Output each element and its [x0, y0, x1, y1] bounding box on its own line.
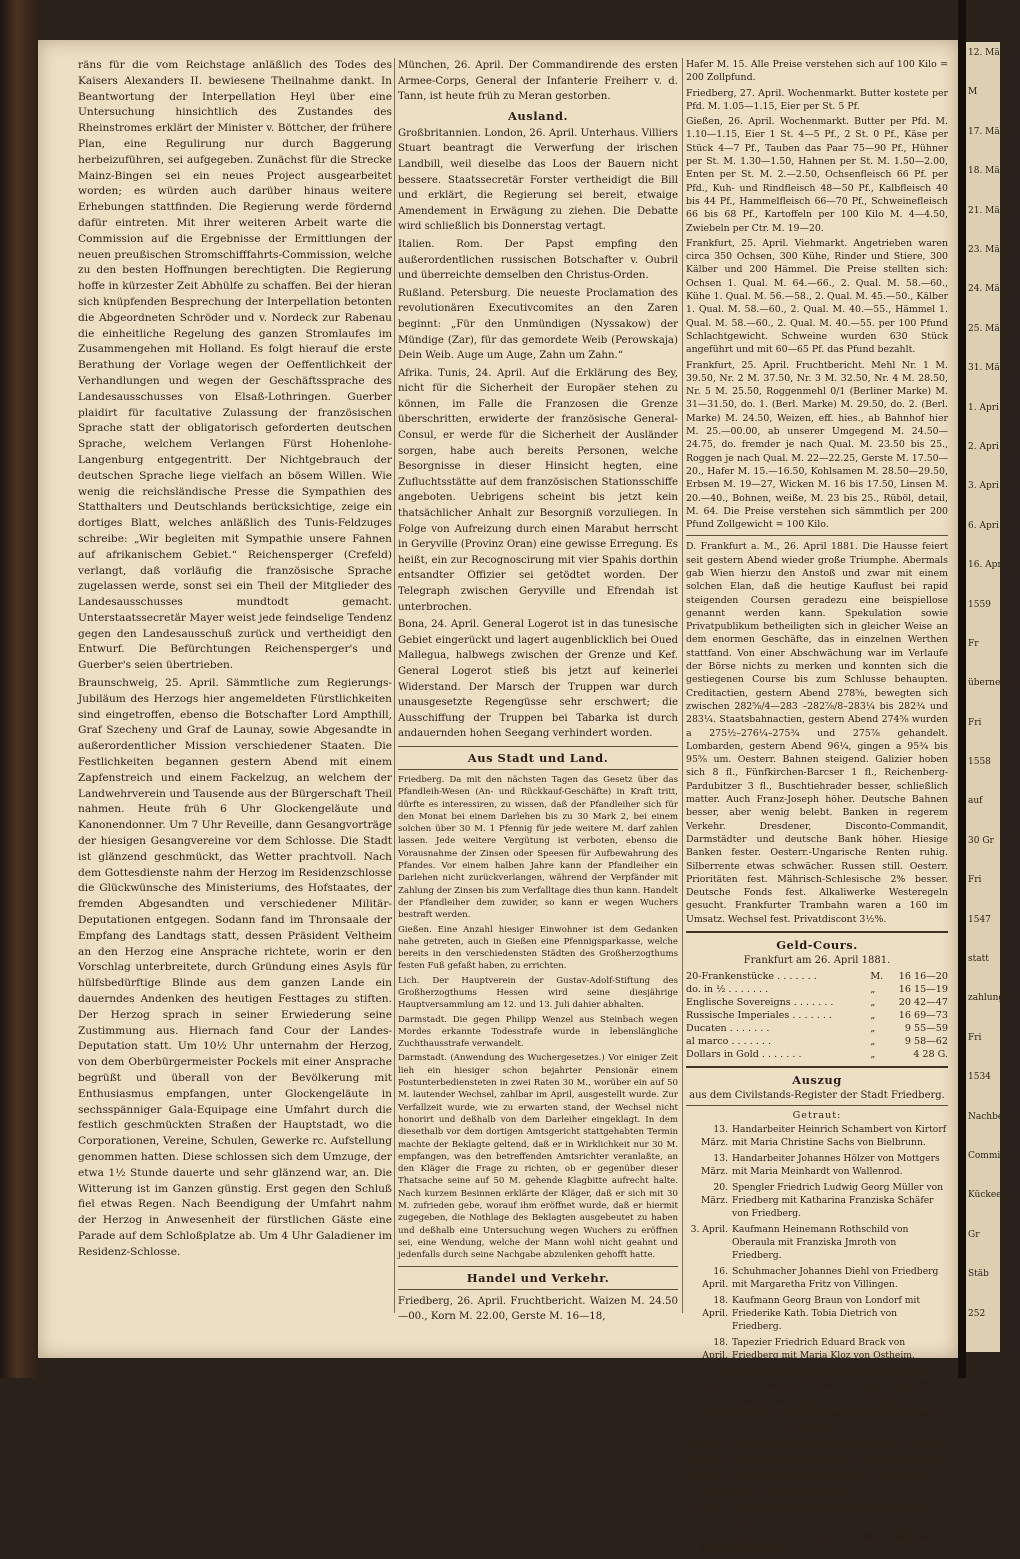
register-date: 12. März. [700, 1531, 728, 1555]
heading-handel: Handel und Verkehr. [466, 1270, 610, 1285]
heading-geld-cours: Geld-Cours. [776, 938, 858, 952]
register-text: Dem Landwirth Friedrich Wilhelm Bechstein eine Tochter. [732, 1531, 941, 1555]
register-date: 24. April. [702, 1395, 728, 1419]
geld-cours-table [686, 970, 948, 1061]
adjacent-page-fragment: Fri [968, 717, 982, 728]
rate-name: Ducaten . . . . . . . [686, 1023, 770, 1034]
register-entry [686, 1123, 948, 1149]
adjacent-page-fragment: 24. Mär [968, 284, 1005, 295]
adjacent-page-fragment: 1547 [968, 914, 991, 925]
register-date: 26. Febr. [686, 1438, 728, 1449]
register-text: Dem Bierbrauer Karl Johann August Burck eine Tochter. [732, 1502, 932, 1526]
register-text: Kaufmann Georg Braun von Londorf mit Friederike Kath. Tobia Dietrich von Friedberg. [732, 1295, 921, 1332]
register-date: 4. März. [689, 1502, 728, 1513]
adjacent-page-fragment: 17. Mär [968, 126, 1005, 137]
register-text: Schuhmacher Johannes Diehl von Friedberg mit Margaretha Fritz von Villingen. [732, 1266, 939, 1290]
rate-value: 16 16—20 [898, 971, 948, 982]
market-friedberg: Friedberg, 27. April. Wochenmarkt. Butter kostete per Pfd. M. 1.05—1.15, Eier per St. 5 Pf. [686, 87, 948, 112]
register-entry [686, 1265, 948, 1291]
register-date: 28. Febr. [686, 1470, 728, 1481]
market-frankfurt-vieh: Frankfurt, 25. April. Viehmarkt. Angetrieben waren circa 350 Ochsen, 300 Kühe, Rinder und Stiere, 300 Kälber und 200 Hämmel. Die Preise stellten sich: Ochsen 1. Qual. M. 64.—66., 2. Qual. M. 58.—60., Kühe 1. Qual. M. 56.—58., 2. Qual. M. 45.—50., Kälber 1. Qual. M. 58.—60., 2. Qual. M. 40.—55., Hämmel 1. Qual. M. 58.—60., 2. Qual. M. 40.—55. per 100 Pfund Schlachtgewicht. Schweine wurden 630 Stück angeführt und mit 60—65 Pf. das Pfund bezahlt. [686, 237, 948, 356]
register-entry [686, 1223, 948, 1262]
adjacent-page-fragment: 6. Apri [968, 520, 999, 531]
market-hafer: Hafer M. 15. Alle Preise verstehen sich auf 100 Kilo = 200 Zollpfund. [686, 59, 948, 84]
adjacent-page-fragment: auf [968, 796, 983, 807]
heading-stadt-und-land: Aus Stadt und Land. [467, 750, 609, 765]
section-divider [686, 931, 948, 933]
register-text: Kaufmann Heinemann Rothschild von Oberaula mit Franziska Jmroth von Friedberg. [732, 1224, 909, 1261]
register-date: 18. April. [702, 1366, 728, 1390]
adjacent-page-edge [966, 42, 1020, 1352]
adjacent-page-fragment: 23. Mär [968, 244, 1005, 255]
rate-currency: „ [870, 1010, 876, 1021]
section-divider [398, 746, 678, 747]
register-entry [686, 1152, 948, 1178]
auszug-subheading: aus dem Civilstands-Register der Stadt Friedberg. [689, 1090, 945, 1101]
register-entry [686, 1336, 948, 1362]
adjacent-page-fragment: statt [968, 954, 989, 965]
register-text: Eine uneheliche Tochter. [732, 1486, 848, 1497]
market-giessen: Gießen, 26. April. Wochenmarkt. Butter per Pfd. M. 1.10—1.15, Eier 1 St. 4—5 Pf., 2 St. 0 Pf., Käse per Stück 4—7 Pf., Tauben das Paar 75—90 Pf., Hühner per St. M. 1.30—1.50, Hahnen per St. M. 1.50—2.00, Enten per St. M. 2.—2.50, Ochsenfleisch 66 Pf. per Pfd., Kuh- und Rindfleisch 48—50 Pf., Kalbfleisch 40 bis 44 Pf., Hammelfleisch 66—70 Pf., Schweinefleisch 66 bis 68 Pf., Kartoffeln per 100 Kilo M. 4—4.50, Zwiebeln per Ctr. M. 19—20. [686, 116, 948, 234]
rate-row [686, 1035, 948, 1048]
register-date: 16. April. [702, 1266, 728, 1290]
rate-value: 4 28 G. [913, 1049, 948, 1060]
column-rule [394, 58, 395, 1313]
register-text: Tapezier Reinhard Briel von Friedberg mit Elisabetha Margaretha Jockel von Butzbach. [732, 1395, 940, 1419]
section-divider [398, 1289, 678, 1290]
register-date: 20. März. [700, 1182, 728, 1206]
adjacent-page-fragment: Gr [968, 1229, 980, 1240]
register-text: Spengler Friedrich Ludwig Georg Müller von Friedberg mit Katharina Franziska Schäfer von Friedberg. [732, 1182, 944, 1219]
register-text: Tapezier Friedrich Eduard Brack von Friedberg mit Maria Kloz von Ostheim. [732, 1337, 915, 1361]
adjacent-page-fragment: Fr [968, 638, 979, 649]
adjacent-page-fragment: 16. Apri [968, 560, 1005, 571]
adjacent-page-fragment: 1534 [968, 1072, 991, 1083]
rate-currency: M. [870, 971, 884, 982]
rate-row [686, 983, 948, 996]
section-divider [398, 769, 678, 770]
adjacent-page-fragment: zahlung [968, 993, 1005, 1004]
register-date: 13. März. [700, 1124, 728, 1148]
register-entry [686, 1365, 948, 1391]
section-divider [398, 1266, 678, 1267]
heading-getraut: Getraut: [792, 1110, 842, 1121]
register-date: 2. März. [689, 1486, 728, 1497]
register-date: 13. März. [700, 1153, 728, 1177]
rate-currency: „ [870, 1049, 876, 1060]
adjacent-page-fragment: 2. Apri [968, 441, 999, 452]
rate-currency: „ [870, 1023, 876, 1034]
column-rule [682, 58, 683, 1313]
register-date: 18. April. [702, 1295, 728, 1319]
rate-row [686, 996, 948, 1009]
getraut-list [686, 1123, 948, 1420]
article-friedberg-frucht: Friedberg, 26. April. Fruchtbericht. Waizen M. 24.50—00., Korn M. 22.00, Gerste M. 16—18, [398, 1295, 678, 1323]
column-middle [398, 58, 678, 1327]
rate-value: 9 55—59 [904, 1023, 948, 1034]
article-darmstadt-1: Darmstadt. Die gegen Philipp Wenzel aus Steinbach wegen Mordes erkannte Todesstrafe wurde in lebenslängliche Zuchthausstrafe verwandelt. [398, 1014, 678, 1050]
rate-name: Russische Imperiales . . . . . . . [686, 1010, 832, 1021]
section-divider [686, 535, 948, 536]
rate-currency: „ [870, 984, 876, 995]
adjacent-page-fragment: 12. Mär [968, 48, 1005, 58]
adjacent-page-fragment: übernehme [968, 678, 1020, 689]
register-entry [686, 1530, 948, 1556]
geboren-list [686, 1437, 948, 1556]
register-date: 3. April. [690, 1224, 728, 1235]
register-entry [686, 1469, 948, 1482]
rate-currency: „ [870, 1036, 876, 1047]
register-text: Dem Handarbeiter Philipp Holler II. ein Sohn. [732, 1438, 947, 1449]
geld-cours-date: Frankfurt am 26. April 1881. [743, 955, 891, 966]
market-boerse: D. Frankfurt a. M., 26. April 1881. Die Hausse feiert seit gestern Abend wieder große Triumphe. Abermals gab Wien hierzu den Anstoß und zwar mit einem solchen Elan, daß die heutige Kauflust bei rapid steigenden Coursen geradezu eine beispiellose genannt werden kann. Spekulation sowie Privatpublikum betheiligten sich in gleicher Weise an dem enormen Geschäfte, das in einzelnen Werthen stattfand. Von einer Abschwächung war im Verlaufe der Börse nichts zu merken und konnten sich die gestiegenen Course bis zum Schlusse behaupten. Creditactien, gestern Abend 278⅝, bewegten sich zwischen 282⅝/4—283 –282⅞/8–283¼ bis 282¾ und 283¼. Staatsbahnactien, gestern Abend 274⅝ wurden a 275½–276¼–275¾ und 275⅞ gehandelt. Lombarden, gestern Abend 96¼, gingen a 95¾ bis 95⅝ um. Oesterr. Bahnen steigend. Galizier hoben sich 8 fl., Fünfkirchen-Barcser 1 fl., Reichenberg-Pardubitzer 3 fl., Buschtiehrader besser, schließlich matter. Auch Franz-Joseph höher. Deutsche Bahnen besser, aber wenig belebt. Banken in regerem Verkehr. Dresdener, Disconto-Commandit, Darmstädter und deutsche Bank höher. Hiesige Banken fester. Oesterr.-Ungarische Renten ruhig. Silberrente etwas schwächer. Russen still. Oesterr. Prioritäten fest. Mährisch-Schlesische 2% besser. Deutsche Fonds fest. Alkaliwerke Westeregeln gesucht. Frankfurter Trambahn waren a 160 im Umsatz. Wechsel fest. Privatdiscont 3½%. [686, 541, 948, 925]
register-entry [686, 1437, 948, 1450]
rate-row [686, 970, 948, 983]
adjacent-page-fragment: M [968, 87, 978, 98]
adjacent-page-fragment: 18. Mär [968, 166, 1005, 177]
rate-value: 9 58—62 [904, 1036, 948, 1047]
adjacent-page-fragment: 1. Apri [968, 402, 999, 413]
article-muenchen: München, 26. April. Der Commandirende des ersten Armee-Corps, General der Infanterie Freiherr v. d. Tann, ist heute früh zu Meran gestorben. [398, 60, 678, 103]
column-left [78, 58, 392, 1263]
adjacent-page-fragment: 1559 [968, 599, 991, 610]
register-text: Handarbeiter Johannes Hölzer von Mottgers mit Maria Meinhardt von Wallenrod. [732, 1153, 940, 1177]
adjacent-page-fragment: 21. Mär [968, 205, 1005, 216]
adjacent-page-fragment: Nachbe [968, 1111, 1004, 1122]
register-entry [686, 1485, 948, 1498]
article-russland: Rußland. Petersburg. Die neueste Proclamation des revolutionären Executivcomites an den Zaren beginnt: „Für den Unmündigen (Nyssakow) der Mündige (Zar), für das gemordete Weib (Perowskaja) Dein Weib. Auge um Auge, Zahn um Zahn.“ [398, 287, 678, 362]
rate-name: Englische Sovereigns . . . . . . . [686, 997, 834, 1008]
register-entry [686, 1394, 948, 1420]
article-grossbritannien: Großbritannien. London, 26. April. Unterhaus. Villiers Stuart beantragt die Verwerfung der irischen Landbill, weil dieselbe das Loos der Bauern nicht bessere. Staatssecretär Forster vertheidigt die Bill und erklärt, die Regierung sei bereit, etwaige Amendement in Erwägung zu ziehen. Die Debatte wird schließlich bis Donnerstag vertagt. [398, 127, 678, 233]
article-italien: Italien. Rom. Der Papst empfing den außerordentlichen russischen Botschafter v. Oubril und überreichte demselben den Christus-Orden. [398, 238, 678, 282]
adjacent-page-fragment: Fri [968, 1032, 982, 1043]
adjacent-page-fragment: Fri [968, 875, 982, 886]
heading-auszug: Auszug [792, 1073, 842, 1087]
heading-ausland: Ausland. [508, 108, 568, 123]
rate-name: do. in ½ . . . . . . . [686, 984, 769, 995]
adjacent-page-fragment: 3. Apri [968, 481, 999, 492]
rate-name: al marco . . . . . . . [686, 1036, 772, 1047]
article-giessen: Gießen. Eine Anzahl hiesiger Einwohner ist dem Gedanken nahe getreten, auch in Gießen eine Pfennigsparkasse, welche bereits in den verschiedensten Städten des Großherzogthums festen Fuß gefaßt haben, zu errichten. [398, 924, 678, 972]
newspaper-page [38, 40, 958, 1555]
adjacent-page-fragment: Stäb [968, 1269, 989, 1280]
rate-name: 20-Frankenstücke . . . . . . . [686, 971, 817, 982]
register-entry [686, 1501, 948, 1527]
rate-value: 16 15—19 [898, 984, 948, 995]
register-text: Dem Metzger Benjamin Adler eine Tochter. [732, 1470, 934, 1481]
register-date: 28. Febr. [686, 1454, 728, 1465]
rate-name: Dollars in Gold . . . . . . . [686, 1049, 802, 1060]
adjacent-page-fragment: 30 Gr [968, 835, 994, 846]
register-entry [686, 1181, 948, 1220]
adjacent-page-fragment: Kückee [968, 1190, 1002, 1201]
book-binding [0, 0, 38, 1378]
register-text: Handarbeiter Heinrich Schambert von Kirtorf mit Maria Christine Sachs von Bielbrunn. [732, 1124, 947, 1148]
register-text: Dem Großh. Amtsrichter Süffert eine Tochter. [732, 1454, 946, 1465]
adjacent-page-fragment: 252 [968, 1308, 986, 1319]
rate-row [686, 1048, 948, 1061]
register-entry [686, 1294, 948, 1333]
rate-value: 16 69—73 [898, 1010, 948, 1021]
page-gutter [958, 0, 966, 1378]
section-divider [686, 1066, 948, 1068]
adjacent-page-fragment: 25. Mär [968, 323, 1005, 334]
register-date: 18. April. [702, 1337, 728, 1361]
article-lich: Lich. Der Hauptverein der Gustav-Adolf-Stiftung des Großherzogthums Hessen wird seine diesjährige Hauptversammlung am 12. und 13. Juli dahier abhalten. [398, 975, 678, 1011]
rate-currency: „ [870, 997, 876, 1008]
section-divider [686, 1105, 948, 1106]
register-text: Baumeister Franz Karl Heinrich Greymann von Colberg mit Elise Frick von Friedberg. [732, 1366, 933, 1390]
article-darmstadt-2: Darmstadt. (Anwendung des Wuchergesetzes.) Vor einiger Zeit lieh ein hiesiger schon bejahrter Pensionär einem Postunterbediensteten in zwei Raten 30 M., worüber ein auf 50 M. lautender Wechsel, zahlbar im April, ausgestellt wurde. Zur Verfallzeit wurde, wie zu erwarten stand, der Wechsel nicht honorirt und deßhalb von dem Darleiher eingeklagt. In dem diesethalb vor dem dortigen Amtsgericht stattgehabten Termin machte der Beklagte geltend, daß er in Wirklichkeit nur 30 M. empfangen, was den betreffenden Amtsrichter veranlaßte, an den Kläger die Frage zu richten, ob er gegenüber dieser Thatsache seine auf 50 M. gehende Klagbitte aufrecht halte. Nach kurzem Besinnen erklärte der Kläger, daß er sich mit 30 M. zufrieden gebe, worauf ihm eröffnet wurde, daß er hiermit zugegeben, die Nothlage des Beklagten ausgebeutet zu haben und deßhalb eine Untersuchung wegen Wuchers zu eröffnen sei, eine Wendung, welche der Mann wohl nicht geahnt und jedenfalls durch seine Nachgabe abzulenken gehofft hatte. [398, 1053, 678, 1261]
register-entry [686, 1453, 948, 1466]
article-friedberg-pfandleih: Friedberg. Da mit den nächsten Tagen das Gesetz über das Pfandleih-Wesen (An- und Rückkauf-Geschäfte) in Kraft tritt, dürfte es interessiren, zu wissen, daß der Pfandleiher sich für den Monat bei einem Darlehen bis zu 30 Mark 2, bei einem solchen über 30 M. 1 Pfennig für jede weitere M. darf zahlen lassen. Jede weitere Vergütung ist verboten, ebenso die Vorausnahme der Zinsen oder Speesen für Aufbewahrung des Pfandes. Vor einem halben Jahre kann der Pfandleiher ein Darlehen nicht zurückverlangen, während der Verpfänder mit Zahlung der Zinsen bis zum Verfalltage dies thun kann. Handelt der Pfandleiher dem zuwider, so kann er wegen Wuchers bestraft werden. [398, 774, 678, 921]
adjacent-page-fragment: 31. Mär [968, 363, 1005, 374]
article-braunschweig: Braunschweig, 25. April. Sämmtliche zum Regierungs-Jubiläum des Herzogs hier angemeldeten Fürstlichkeiten sind eingetroffen, ebenso die Botschafter Lord Ampthill, Graf Szecheny und Graf de Launay, sowie Abgesandte in außerordentlicher Mission verschiedener Staaten. Die Festlichkeiten begannen gestern Abend mit einem Zapfenstreich und einem Fackelzug, an welchem der Landwehrverein und Tausende aus der Bürgerschaft Theil nahmen. Heute früh 6 Uhr Glockengeläute und Kanonendonner. Um 7 Uhr Reveille, dann Gesangvorträge der hiesigen Gesangvereine vor dem Schlosse. Die Stadt ist glänzend geschmückt, das Wetter prachtvoll. Nach dem Gottesdienste nahm der Herzog im Residenzschlosse die Glückwünsche des Ministeriums, des Hofstaates, der fremden Abgesandten und verschiedener Militär-Deputationen entgegen. Sodann fand im Thronsaale der Empfang des Landtags statt, dessen Präsident Veltheim an den Herzog eine Ansprache richtete, worin er den Vorschlag unterbreitete, durch Gründung eines Asyls für hülfsbedürftige Blinde aus dem ganzen Lande ein dauerndes Andenken des heutigen Festtages zu stiften. Der Herzog sprach in seiner Erwiederung seine Zustimmung aus. Hiernach fand Cour der Landes-Deputation statt. Um 10½ Uhr unternahm der Herzog, von dem Oberbürgermeister Pockels mit einer Ansprache begrüßt und überall von der Bevölkerung mit Enthusiasmus empfangen, unter Glockengeläute in sechsspänniger Gala-Equipage eine Umfahrt durch die festlich geschmückten Straßen der Hauptstadt, wo die Corporationen, Vereine, Schulen, Gewerke rc. Aufstellung genommen hatten. Diese schlossen sich dem Umzuge, der etwa 1½ Stunde dauerte und sehr glänzend war, an. Die Witterung ist im Ganzen günstig. Erst gegen den Schluß fiel etwas Regen. Nach Beendigung der Umfahrt nahm der Herzog in Anwesenheit der fürstlichen Gäste eine Parade auf dem Schloßplatze ab. Um 4 Uhr Galadiener im Residenz-Schlosse. [78, 677, 392, 1258]
article-bona: Bona, 24. April. General Logerot ist in das tunesische Gebiet eingerückt und lagert augenblicklich bei Oued Mallegua, halbwegs zwischen der Grenze und Kef. General Logerot stieß bis jetzt auf keinerlei Widerstand. Der Marsch der Truppen war durch unausgesetzte Regengüsse sehr erschwert; die Ausschiffung der Truppen bei Tabarka ist durch andauernden hohen Seegang verhindert worden. [398, 619, 678, 740]
adjacent-page-fragment: Commi [968, 1151, 1001, 1162]
article-reichstag: räns für die vom Reichstage anläßlich des Todes des Kaisers Alexanders II. bewiesene Theilnahme dankt. In Beantwortung der Interpellation Heyl über eine Untersuchung hinsichtlich des Zustandes des Rheinstromes erklärt der Minister v. Böttcher, der frühere Plan, eine Regulirung nur durch Baggerung herbeizuführen, sei aufgegeben. Zunächst für die Strecke Mainz-Bingen sei ein neues Project ausgearbeitet worden; es würden auch darüber hinaus weitere Erhebungen stattfinden. Die Regierung werde fördernd dafür eintreten. Mit ihrer weiteren Arbeit warte die Commission auf die Ergebnisse der Ermittlungen der neuen preußischen Stromschifffahrts-Commission, welche zu den besten Hoffnungen berechtigten. Die Regierung hoffe in kürzester Zeit Abhülfe zu schaffen. Bei der hieran sich knüpfenden Besprechung der Interpellation betonten die Abgeordneten Schröder und v. Nordeck zur Rabenau die einheitliche Regelung des ganzen Stromlaufes im Zusammengehen mit Holland. Es folgt hierauf die erste Berathung der Vorlage wegen der Oeffentlichkeit der Verhandlungen und wegen der Geschäftssprache des Landesausschusses von Elsaß-Lothringen. Guerber plaidirt für facultative Zulassung der französischen Sprache statt der obligatorisch geforderten deutschen Sprache, welchem Verlangen Fürst Hohenlohe-Langenburg entgegentritt. Der Nichtgebrauch der deutschen Sprache liege vielfach an bösem Willen. Wie wenig die reichsländische Presse die Sympathien des Statthalters und Deutschlands berücksichtige, zeige ein dortiges Blatt, welches anläßlich des Tunis-Feldzuges schreibe: „Wir begleiten mit Sympathie unsere Fahnen auf afrikanischem Gebiet.“ Reichensperger (Crefeld) verlangt, daß vorläufig die französische Sprache zugelassen werde, sonst sei ein Theil der Mitglieder des Landesausschusses mundtodt gemacht. Unterstaatssecretär Mayer weist jede feindselige Tendenz gegen den Landesausschuß zurück und vertheidigt den Entwurf. Die Befürchtungen Reichensperger's und Guerber's seien übertrieben. [78, 59, 392, 672]
rate-row [686, 1022, 948, 1035]
market-frankfurt-frucht: Frankfurt, 25. April. Fruchtbericht. Mehl Nr. 1 M. 39.50, Nr. 2 M. 37.50, Nr. 3 M. 32.50, Nr. 4 M. 28.50, Nr. 5 M. 25.50, Roggenmehl 0/1 (Berliner Marke) M. 31—31.50, do. 1. (Berl. Marke) M. 29.50, do. 2. (Berl. Marke) M. 24.50, Weizen, eff. hies., ab Bahnhof hier M. 25.—00.00, ab unserer Umgegend M. 24.50—24.75, do. fremder je nach Qual. M. 23.50 bis 25., Roggen je nach Qual. M. 22—22.25, Gerste M. 17.50—20., Hafer M. 15.—16.50, Kohlsamen M. 28.50—29.50, Erbsen M. 19—27, Wicken M. 16 bis 17.50, Linsen M. 20.—40., Bohnen, weiße, M. 23 bis 25., Rüböl, detail, M. 64. Die Preise verstehen sich sämmtlich per 200 Pfund Zollgewicht = 100 Kilo. [686, 359, 948, 531]
heading-geboren: Geboren: [790, 1424, 844, 1435]
article-afrika: Afrika. Tunis, 24. April. Auf die Erklärung des Bey, nicht für die Sicherheit der Europäer stehen zu können, im Falle die Franzosen die Grenze überschritten, erwiderte der französische General-Consul, er werde für die Sicherheit der Ausländer sorgen, habe auch bereits Personen, welche Besorgnisse in dieser Hinsicht hegten, eine Zufluchtsstätte auf dem französischen Stationsschiffe angeboten. Uebrigens scheint bis jetzt kein thatsächlicher Anhalt zur Besorgniß vorzuliegen. In Folge von Aufreizung durch einen Marabut herrscht in Geryville (Provinz Oran) eine gewisse Erregung. Es heißt, ein zur Recognoscirung mit vier Spahis dorthin entsandter Offizier sei getödtet worden. Der Telegraph zwischen Geryville und Efrendah ist unterbrochen. [398, 367, 678, 613]
adjacent-page-fragment: 1558 [968, 757, 991, 768]
rate-row [686, 1009, 948, 1022]
column-right [686, 58, 948, 1559]
rate-value: 20 42—47 [898, 997, 948, 1008]
